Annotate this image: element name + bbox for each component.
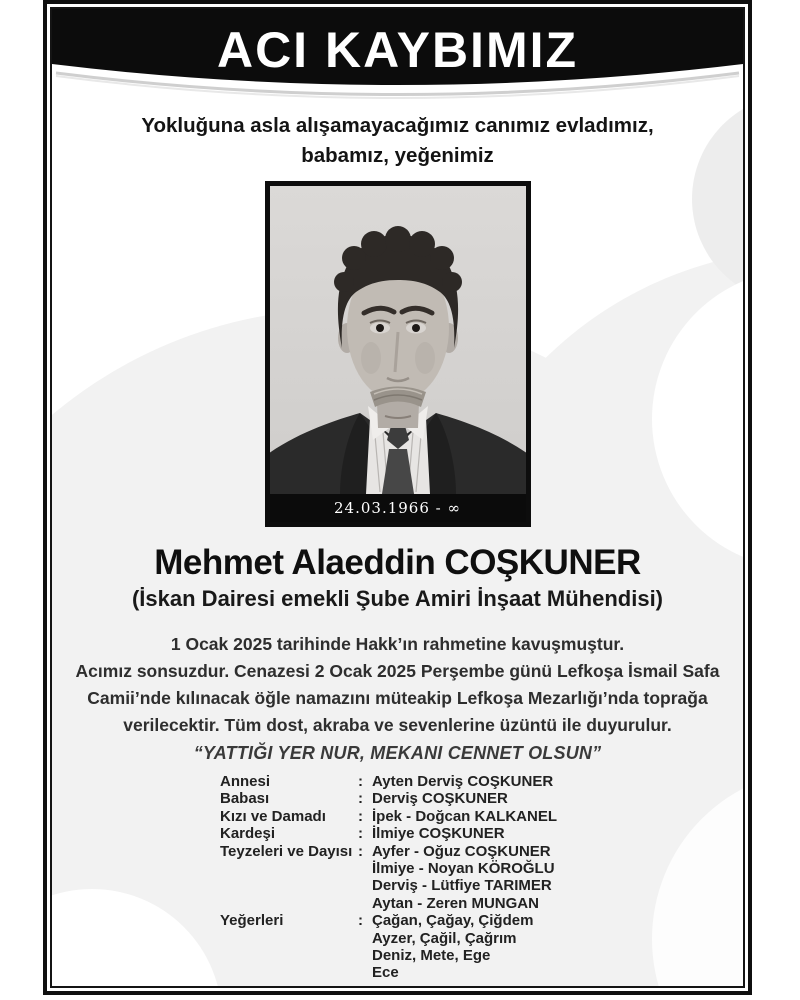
family-value-line: Aytan - Zeren MUNGAN (372, 894, 539, 912)
family-relation-label: Yeğerleri (220, 912, 284, 930)
family-value-line: Ayten Derviş COŞKUNER (372, 773, 554, 790)
family-relation-label: Annesi (220, 773, 271, 790)
family-relation-label: Teyzeleri ve Dayısı (220, 842, 353, 860)
deceased-title: (İskan Dairesi emekli Şube Amiri İnşaat Mühendisi) (131, 586, 664, 611)
funeral-announcement (52, 631, 743, 739)
intro-line-1: Yokluğuna asla alışamayacağımız canımız evladımız, (141, 114, 654, 137)
family-value-line: Çağan, Çağay, Çiğdem (372, 912, 534, 930)
family-list (220, 773, 557, 982)
outer-border-frame (43, 0, 752, 995)
family-row (220, 843, 557, 913)
family-values (372, 808, 557, 825)
family-value-line: Ayzer, Çağil, Çağrım (372, 929, 517, 947)
family-value-line: Deniz, Mete, Ege (372, 947, 491, 965)
announcement-line-2: Acımız sonsuzdur. Cenazesi 2 Ocak 2025 Perşembe günü Lefkoşa İsmail Safa (75, 661, 720, 681)
family-relation-label: Babası (220, 790, 270, 808)
page-title: ACI KAYBIMIZ (216, 22, 579, 78)
inner-border-frame (50, 7, 745, 988)
header-banner (52, 9, 743, 115)
announcement-line-1: 1 Ocak 2025 tarihinde Hakk’ın rahmetine kavuşmuştur. (170, 634, 625, 654)
memorial-quote: “YATTIĞI YER NUR, MEKANI CENNET OLSUN” (193, 743, 602, 763)
family-row (220, 773, 557, 790)
family-values (372, 825, 505, 842)
photo-date-caption: 24.03.1966 - ∞ (270, 494, 526, 522)
family-colon: : (358, 912, 363, 930)
family-value-line: İlmiye COŞKUNER (372, 825, 505, 843)
family-row (220, 808, 557, 825)
announcement-line-3: Camii’nde kılınacak öğle namazını müteakip Lefkoşa Mezarlığı’nda toprağa (87, 688, 708, 708)
family-colon: : (358, 790, 363, 808)
family-row (220, 825, 557, 842)
family-value-line: Ece (372, 964, 399, 982)
intro-text (52, 111, 743, 171)
announcement-card (52, 9, 743, 986)
family-colon: : (358, 825, 363, 843)
family-value-line: İpek - Doğcan KALKANEL (372, 807, 558, 825)
family-colon: : (358, 842, 363, 860)
family-relation-label: Kardeşi (220, 825, 276, 843)
family-values (372, 773, 553, 790)
family-row (220, 912, 557, 982)
family-value-line: Ayfer - Oğuz COŞKUNER (372, 842, 551, 860)
deceased-name: Mehmet Alaeddin COŞKUNER (154, 543, 641, 582)
family-values (372, 912, 533, 982)
intro-line-2: babamız, yeğenimiz (301, 144, 494, 167)
family-value-line: İlmiye - Noyan KÖROĞLU (372, 860, 555, 878)
family-values (372, 843, 555, 913)
family-relation-label: Kızı ve Damadı (220, 807, 326, 825)
family-values (372, 790, 508, 807)
announcement-line-4: verilecektir. Tüm dost, akraba ve sevenlerine üzüntü ile duyurulur. (123, 715, 672, 735)
family-colon: : (358, 773, 363, 790)
portrait-illustration (270, 186, 526, 494)
family-row (220, 790, 557, 807)
family-value-line: Derviş - Lütfiye TARIMER (372, 877, 552, 895)
family-value-line: Derviş COŞKUNER (372, 790, 508, 808)
family-colon: : (358, 807, 363, 825)
deceased-portrait-photo (265, 181, 531, 527)
